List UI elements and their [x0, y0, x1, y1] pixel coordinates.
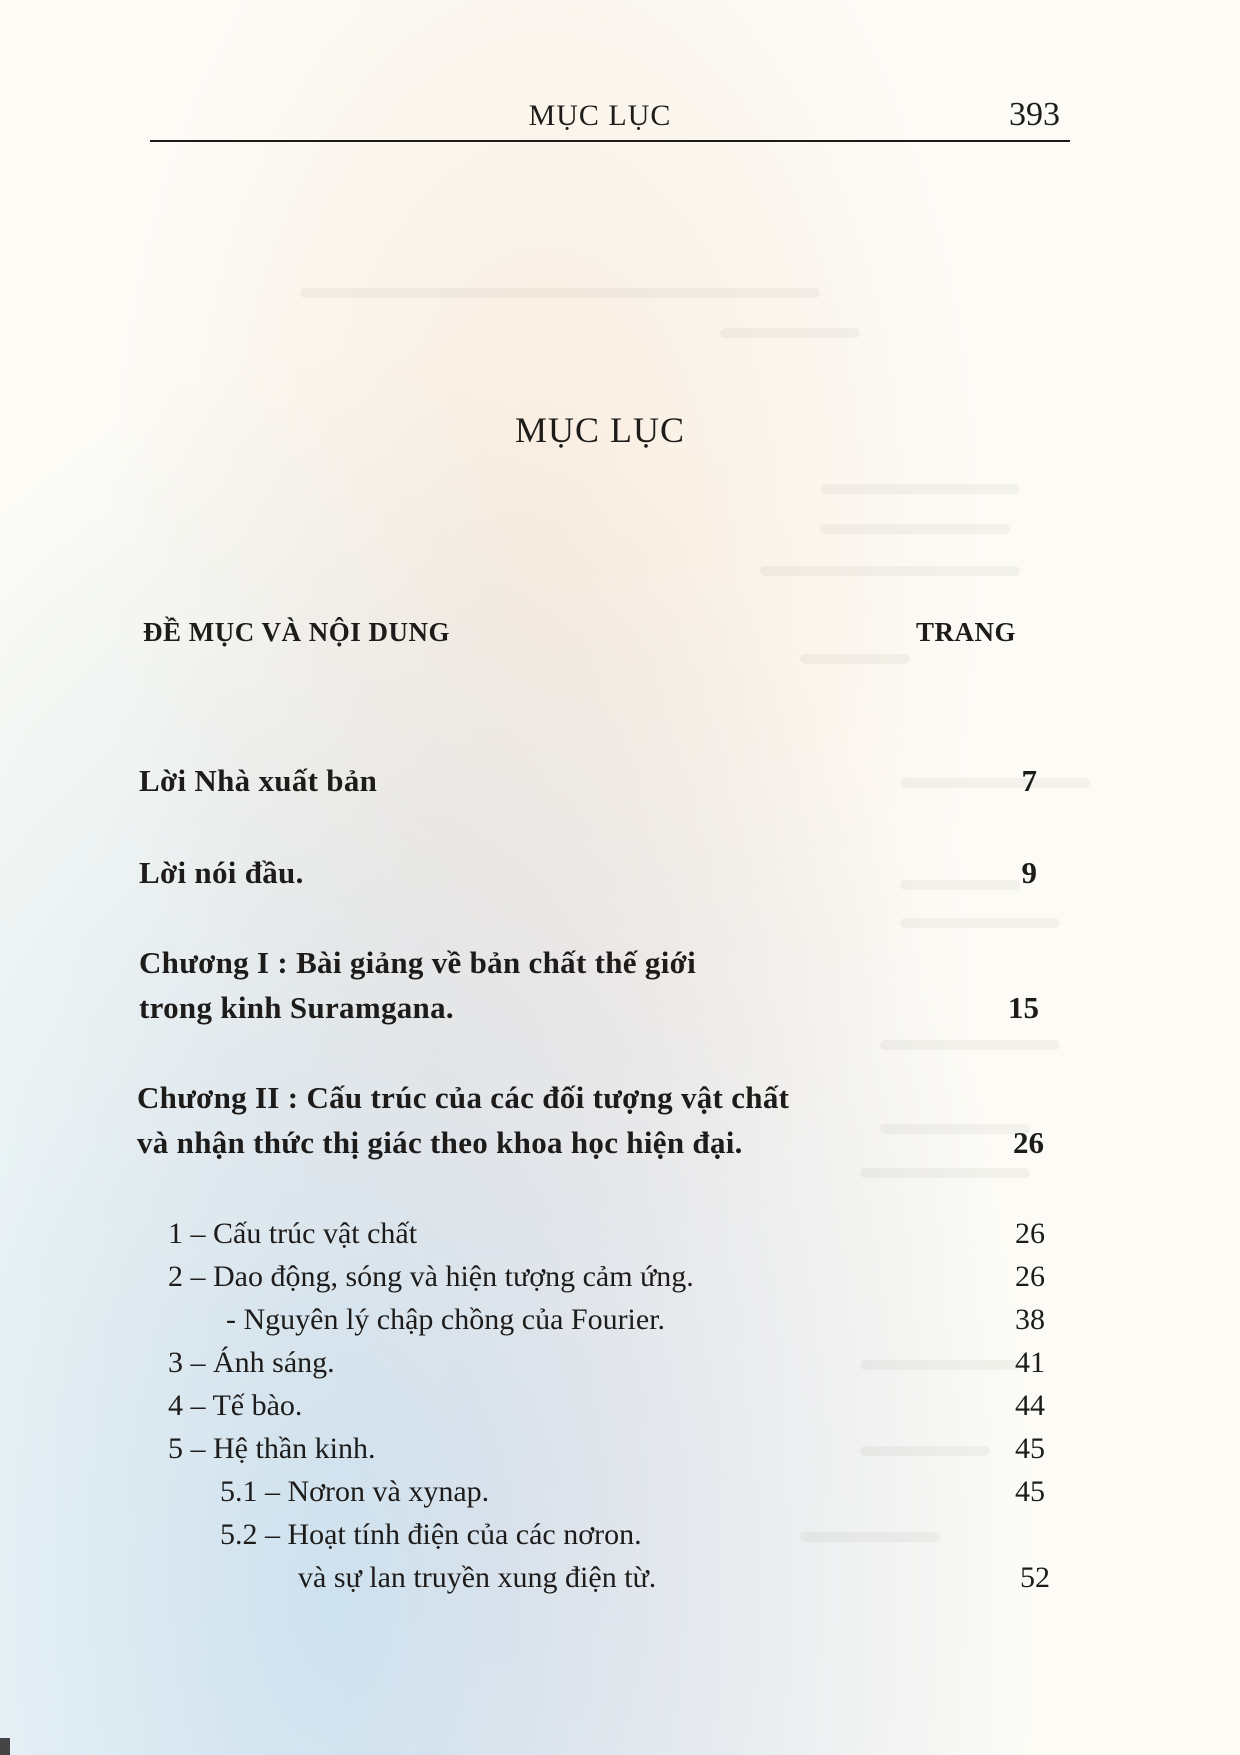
column-header-content: ĐỀ MỤC VÀ NỘI DUNG — [143, 617, 451, 647]
toc-subentry-page: 52 — [1020, 1561, 1050, 1594]
toc-entry-page: 15 — [1008, 990, 1039, 1025]
toc-subentry-page: 26 — [1015, 1260, 1045, 1293]
bleed-through-mark — [800, 654, 910, 664]
page-number: 393 — [1009, 96, 1060, 133]
toc-subentry-title: - Nguyên lý chập chồng của Fourier. — [226, 1303, 666, 1336]
toc-subentry-page: 26 — [1015, 1217, 1045, 1250]
toc-subentry-page: 44 — [1015, 1389, 1045, 1422]
toc-subentry-title: 5 – Hệ thần kinh. — [168, 1432, 376, 1465]
toc-entry-page: 26 — [1013, 1125, 1044, 1160]
bleed-through-mark — [800, 1532, 940, 1542]
bleed-through-mark — [720, 328, 860, 338]
toc-subentry-page: 38 — [1015, 1303, 1045, 1336]
running-header-title: MỤC LỤC — [528, 99, 672, 132]
toc-entry-title-continued: và nhận thức thị giác theo khoa học hiện đại. — [137, 1125, 743, 1160]
toc-subentry-title: 3 – Ánh sáng. — [168, 1346, 335, 1379]
toc-entry-title-continued: trong kinh Suramgana. — [139, 990, 454, 1025]
toc-entry-title: Lời Nhà xuất bản — [139, 763, 378, 798]
toc-subentry-title: 4 – Tế bào. — [168, 1389, 303, 1422]
toc-subentry-title: 2 – Dao động, sóng và hiện tượng cảm ứng. — [168, 1260, 694, 1293]
toc-entry-page: 9 — [1021, 855, 1037, 890]
bleed-through-mark — [860, 1168, 1030, 1178]
bleed-through-mark — [820, 524, 1010, 534]
toc-subentry-page: 45 — [1015, 1475, 1045, 1508]
toc-entry-title: Chương II : Cấu trúc của các đối tượng vật chất — [137, 1080, 790, 1115]
toc-entry-title: Lời nói đầu. — [139, 855, 304, 890]
toc-subentry-title: 5.2 – Hoạt tính điện của các nơron. — [220, 1518, 642, 1551]
toc-subentry-title: 1 – Cấu trúc vật chất — [168, 1217, 418, 1250]
bleed-through-mark — [300, 288, 820, 298]
bleed-through-mark — [760, 566, 1020, 576]
header-rule — [150, 140, 1070, 142]
column-header-page: TRANG — [916, 617, 1017, 647]
toc-subentry-page: 41 — [1015, 1346, 1045, 1379]
bleed-through-mark — [820, 484, 1020, 494]
toc-entry-title: Chương I : Bài giảng về bản chất thế giới — [139, 945, 696, 980]
bleed-through-mark — [900, 918, 1060, 928]
toc-subentry-title-continued: và sự lan truyền xung điện từ. — [298, 1561, 657, 1594]
bleed-through-mark — [880, 1040, 1060, 1050]
scan-edge-mark — [0, 1738, 10, 1755]
toc-subentry-title: 5.1 – Nơron và xynap. — [220, 1475, 490, 1508]
toc-entry-page: 7 — [1021, 763, 1037, 798]
toc-heading: MỤC LỤC — [514, 410, 686, 450]
toc-subentry-page: 45 — [1015, 1432, 1045, 1465]
